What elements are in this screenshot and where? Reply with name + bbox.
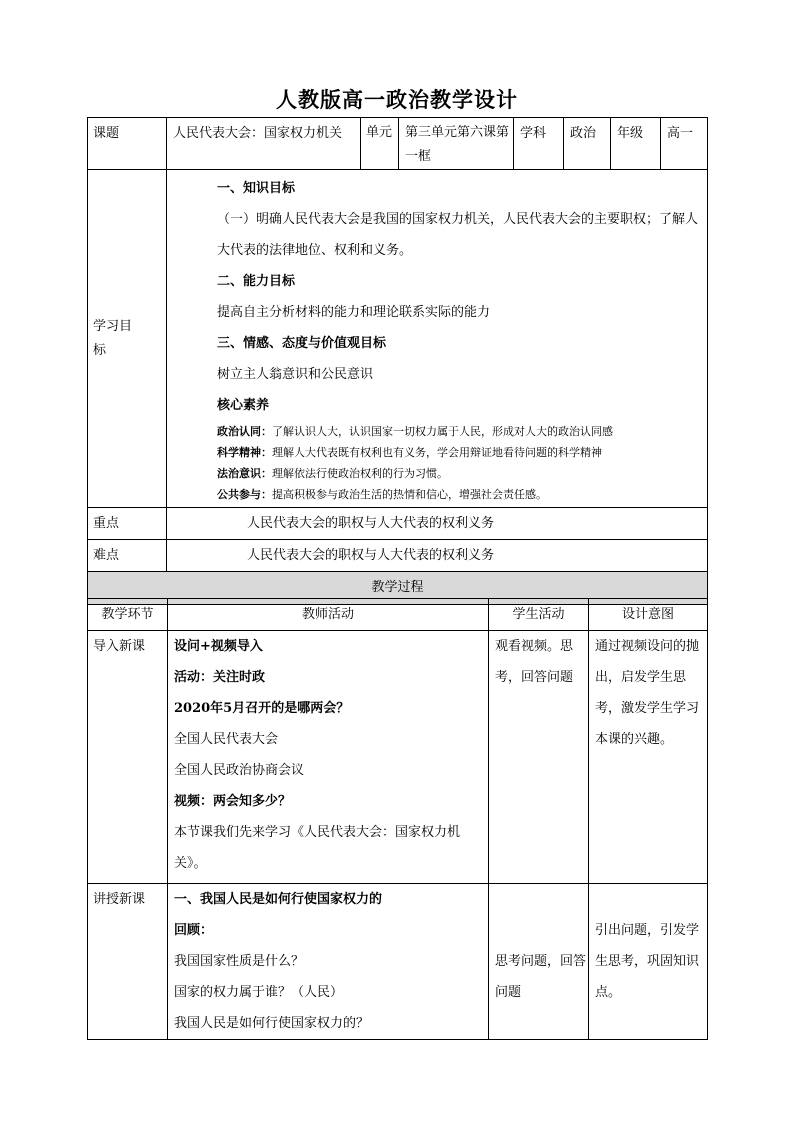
- subject-label: 学科: [514, 118, 564, 170]
- stage-cell: 导入新课: [88, 631, 168, 884]
- knowledge-text: （一）明确人民代表大会是我国的国家权力机关，人民代表大会的主要职权；了解人大代表的法律地位、权利和义务。: [217, 212, 699, 258]
- design-intent-cell: 通过视频设问的抛出，启发学生思考，激发学生学习本课的兴趣。: [589, 631, 708, 884]
- column-header: 学生活动: [489, 599, 589, 631]
- teacher-line: 设问+视频导入: [174, 639, 263, 654]
- teacher-line: 国家的权力属于谁？（人民）: [174, 985, 344, 1000]
- objectives-content: [167, 170, 708, 508]
- difficulty-text: 人民代表大会的职权与人大代表的权利义务: [167, 540, 708, 572]
- objectives-label: 学习目标: [88, 170, 167, 508]
- teacher-line: 活动：关注时政: [174, 670, 266, 685]
- key-point-row: [88, 508, 708, 540]
- core-item-text: 理解人大代表既有权利也有义务，学会用辩证地看待问题的科学精神: [272, 446, 602, 459]
- core-item: [217, 463, 701, 484]
- key-point-text: 人民代表大会的职权与人大代表的权利义务: [167, 508, 708, 540]
- teacher-line: 本节课我们先来学习《人民代表大会：国家权力机关》。: [174, 825, 461, 871]
- core-item: [217, 442, 701, 463]
- topic-label: 课题: [88, 118, 167, 170]
- topic-value: 人民代表大会：国家权力机关: [167, 118, 361, 170]
- core-item-key: 科学精神：: [217, 446, 272, 459]
- core-item: [217, 421, 701, 442]
- difficulty-row: [88, 540, 708, 572]
- lesson-plan-table: [87, 117, 708, 605]
- teacher-activity-cell: [168, 884, 489, 1040]
- column-header: 教学环节: [88, 599, 168, 631]
- teacher-line: 回顾：: [174, 923, 214, 938]
- document-title: 人教版高一政治教学设计: [276, 87, 518, 112]
- teacher-line: 我国国家性质是什么？: [174, 954, 305, 969]
- student-activity-cell: 思考问题，回答问题: [489, 884, 589, 1040]
- column-header: 设计意图: [589, 599, 708, 631]
- process-row-lecture: [88, 884, 708, 1040]
- knowledge-heading: 一、知识目标: [217, 181, 296, 196]
- key-point-label: 重点: [88, 508, 167, 540]
- core-item-key: 法治意识：: [217, 467, 272, 480]
- ability-heading: 二、能力目标: [217, 274, 296, 289]
- teacher-line: 视频：两会知多少？: [174, 794, 292, 809]
- unit-value: 第三单元第六课第一框: [399, 118, 514, 170]
- emotion-heading: 三、情感、态度与价值观目标: [217, 336, 387, 351]
- core-item-text: 理解依法行使政治权利的行为习惯。: [272, 467, 448, 480]
- process-row-intro: [88, 631, 708, 884]
- core-item-key: 公共参与：: [217, 488, 272, 501]
- teacher-line: 我国人民是如何行使国家权力的？: [174, 1016, 370, 1031]
- teacher-line: 2020年5月召开的是哪两会？: [174, 701, 350, 716]
- process-header-row: [88, 599, 708, 631]
- core-item-text: 提高积极参与政治生活的热情和信心，增强社会责任感。: [272, 488, 547, 501]
- header-row: [88, 118, 708, 170]
- emotion-text: 树立主人翁意识和公民意识: [217, 367, 374, 382]
- design-intent-cell: 引出问题，引发学生思考，巩固知识点。: [589, 884, 708, 1040]
- grade-label: 年级: [611, 118, 661, 170]
- student-activity-cell: 观看视频。思考，回答问题: [489, 631, 589, 884]
- core-item-text: 了解认识人大，认识国家一切权力属于人民，形成对人大的政治认同感: [272, 425, 613, 438]
- process-heading: 教学过程: [88, 572, 708, 605]
- core-item-key: 政治认同：: [217, 425, 272, 438]
- core-item: [217, 484, 701, 505]
- difficulty-label: 难点: [88, 540, 167, 572]
- teacher-activity-cell: [168, 631, 489, 884]
- grade-value: 高一: [661, 118, 708, 170]
- stage-cell: 讲授新课: [88, 884, 168, 1040]
- subject-value: 政治: [564, 118, 611, 170]
- core-heading: 核心素养: [217, 398, 270, 413]
- column-header: 教师活动: [168, 599, 489, 631]
- teacher-line: 全国人民代表大会: [174, 732, 279, 747]
- objectives-row: [88, 170, 708, 508]
- teacher-line: 全国人民政治协商会议: [174, 763, 305, 778]
- process-table: [87, 598, 708, 1040]
- unit-label: 单元: [361, 118, 399, 170]
- teacher-line: 一、我国人民是如何行使国家权力的: [174, 892, 383, 907]
- ability-text: 提高自主分析材料的能力和理论联系实际的能力: [217, 305, 491, 320]
